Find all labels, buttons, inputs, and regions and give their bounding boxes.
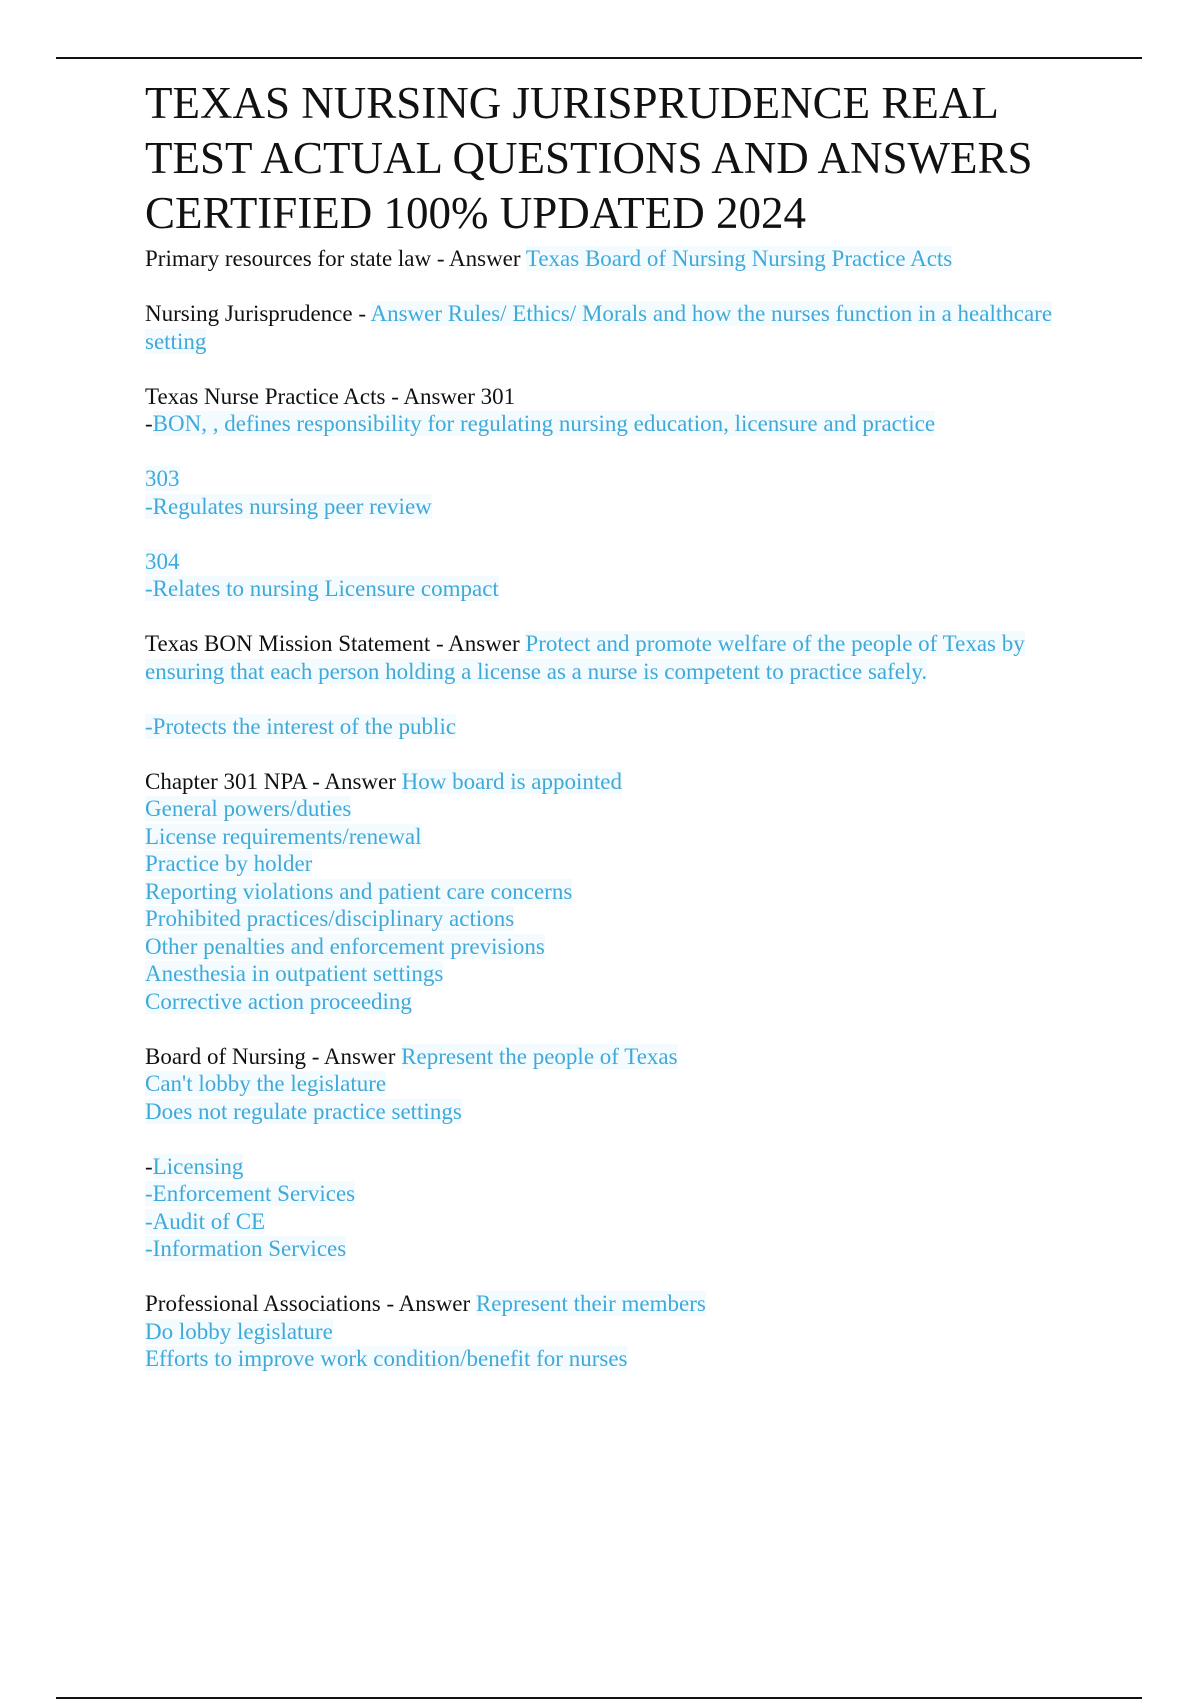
question-text: Texas Nurse Practice Acts - Answer 301 (145, 383, 516, 409)
answer-text: 304 (145, 548, 180, 574)
qa-entry (145, 383, 1105, 438)
answer-text: Anesthesia in outpatient settings (145, 961, 444, 986)
qa-entry (145, 1290, 1105, 1373)
answer-dash: - (145, 1153, 153, 1179)
question-text: Nursing Jurisprudence - (145, 301, 371, 326)
answer-text: BON, , defines responsibility for regulating nursing education, licensure and practice (152, 411, 936, 436)
qa-answer-block (145, 548, 1105, 603)
answer-text: 303 (145, 466, 180, 491)
qa-entry (145, 300, 1105, 355)
top-rule (56, 57, 1142, 59)
answer-text: Does not regulate practice settings (145, 1098, 462, 1124)
answer-text: -Audit of CE (145, 1208, 266, 1234)
answer-text: Practice by holder (145, 851, 313, 876)
qa-answer-block (145, 713, 1105, 741)
answer-text: Represent the people of Texas (401, 1043, 678, 1069)
answer-text: Protect and promote welfare of the people of Texas by ensuring that each person holding a license as a nurse is competent to practice safely. (145, 631, 1025, 684)
answer-text: General powers/duties (145, 796, 352, 821)
answer-text: Efforts to improve work condition/benefit for nurses (145, 1346, 628, 1371)
answer-text: Answer Rules/ Ethics/ Morals and how the nurses function in a healthcare setting (145, 301, 1053, 354)
qa-answer-block (145, 465, 1105, 520)
answer-text: -Relates to nursing Licensure compact (145, 576, 499, 601)
answer-text: Do lobby legislature (145, 1318, 333, 1344)
answer-text: -Protects the interest of the public (145, 713, 457, 739)
answer-text: Corrective action proceeding (145, 988, 412, 1014)
qa-entry (145, 245, 1105, 273)
answer-text: Texas Board of Nursing Nursing Practice Acts (525, 246, 953, 271)
answer-text: Can't lobby the legislature (145, 1071, 387, 1096)
answer-text: -Information Services (145, 1236, 347, 1261)
page-title: TEXAS NURSING JURISPRUDENCE REAL TEST ACTUAL QUESTIONS AND ANSWERS CERTIFIED 100% UPDATED 2024 (145, 78, 1033, 238)
qa-entry (145, 768, 1105, 1016)
answer-text: License requirements/renewal (145, 823, 422, 849)
question-text: Professional Associations - Answer (145, 1291, 476, 1316)
qa-answer-block (145, 1153, 1105, 1263)
answer-text: How board is appointed (401, 768, 623, 794)
bottom-rule (56, 1697, 1142, 1699)
qa-entry (145, 630, 1105, 685)
answer-text: -Enforcement Services (145, 1181, 356, 1206)
answer-text: Prohibited practices/disciplinary actions (145, 906, 515, 931)
answer-dash: - (145, 411, 153, 436)
question-text: Chapter 301 NPA - Answer (145, 768, 402, 794)
question-text: Primary resources for state law - Answer (145, 246, 526, 271)
answer-text: Other penalties and enforcement previsions (145, 933, 545, 959)
document-body (145, 76, 1105, 1373)
answer-text: Represent their members (475, 1291, 706, 1316)
qa-entry (145, 1043, 1105, 1126)
answer-text: Licensing (152, 1153, 244, 1179)
answer-text: Reporting violations and patient care concerns (145, 878, 573, 904)
answer-text: -Regulates nursing peer review (145, 493, 432, 519)
question-text: Texas BON Mission Statement - Answer (145, 631, 526, 656)
question-text: Board of Nursing - Answer (145, 1043, 402, 1069)
